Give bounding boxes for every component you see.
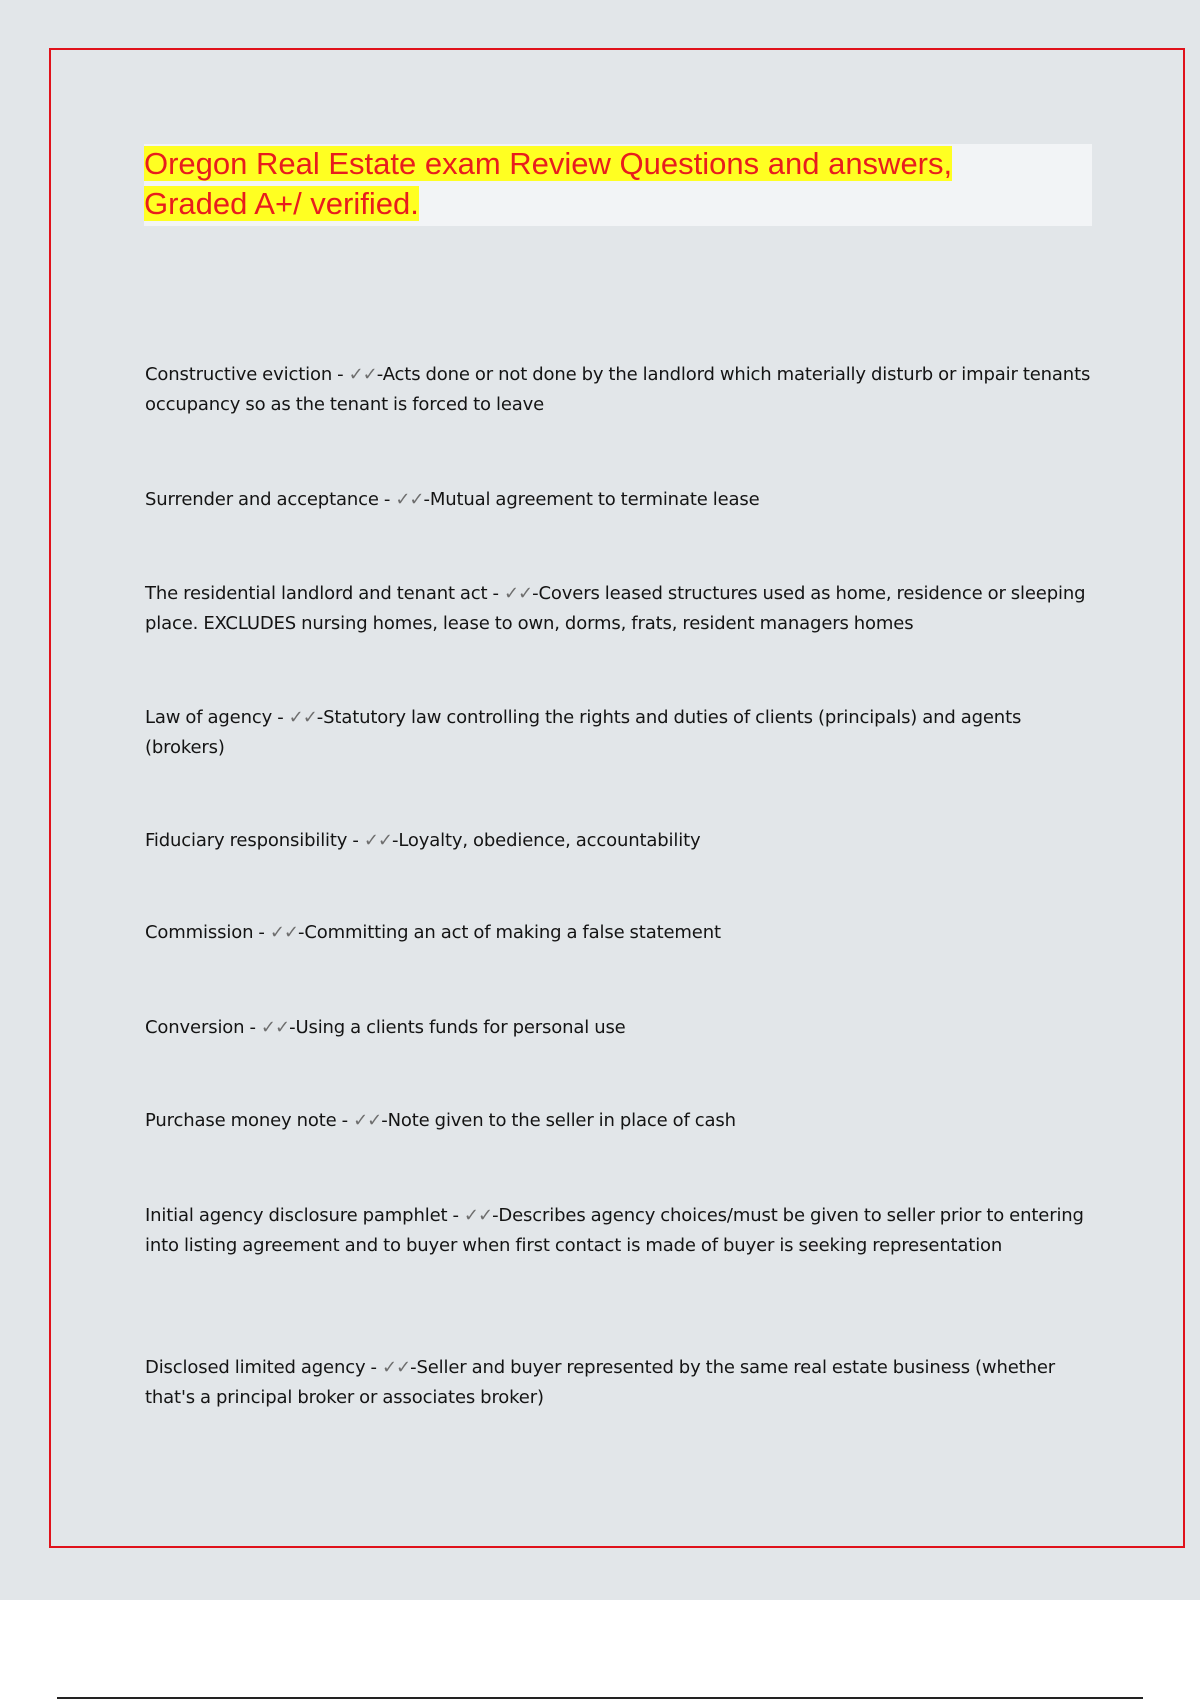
entry-term: Commission: [145, 922, 254, 943]
page-border: [49, 48, 1185, 1548]
entry-term: Conversion: [145, 1017, 245, 1038]
entry-residential-landlord-tenant-act: [145, 579, 1095, 639]
entry-separator: -: [253, 922, 270, 943]
entry-separator: -: [244, 1017, 261, 1038]
entry-surrender-and-acceptance: [145, 485, 1095, 515]
entry-term: The residential landlord and tenant act: [145, 583, 488, 604]
entry-purchase-money-note: [145, 1106, 1095, 1136]
double-check-icon: ✓✓: [288, 707, 317, 728]
entry-term: Fiduciary responsibility: [145, 830, 348, 851]
entry-term: Constructive eviction: [145, 364, 333, 385]
entry-definition: -Describes agency choices/must be given to seller prior to entering into listing agreement and to buyer when first contact is made of buyer is seeking representation: [145, 1205, 1084, 1256]
entry-constructive-eviction: [145, 360, 1095, 420]
entry-definition: -Mutual agreement to terminate lease: [423, 489, 760, 510]
entry-definition: -Statutory law controlling the rights and duties of clients (principals) and agents (brokers): [145, 707, 1022, 758]
entry-conversion: [145, 1013, 1095, 1043]
entry-definition: -Seller and buyer represented by the same real estate business (whether that's a principal broker or associates broker): [145, 1357, 1056, 1408]
double-check-icon: ✓✓: [348, 364, 377, 385]
entry-separator: -: [272, 707, 289, 728]
entry-separator: -: [332, 364, 349, 385]
entry-term: Purchase money note: [145, 1110, 337, 1131]
double-check-icon: ✓✓: [381, 1357, 411, 1378]
double-check-icon: ✓✓: [260, 1017, 290, 1038]
entry-separator: -: [487, 583, 504, 604]
entry-separator: -: [365, 1357, 382, 1378]
entry-separator: -: [347, 830, 364, 851]
double-check-icon: ✓✓: [363, 830, 392, 851]
entry-term: Initial agency disclosure pamphlet: [145, 1205, 448, 1226]
entry-separator: -: [378, 489, 396, 510]
footer-divider: [57, 1697, 1143, 1699]
double-check-icon: ✓✓: [395, 489, 424, 510]
entry-definition: -Covers leased structures used as home, residence or sleeping place. EXCLUDES nursing homes, lease to own, dorms, frats, resident managers homes: [145, 583, 1086, 634]
entry-term: Law of agency: [145, 707, 273, 728]
double-check-icon: ✓✓: [503, 583, 533, 604]
entry-definition: -Using a clients funds for personal use: [289, 1017, 626, 1038]
entry-separator: -: [447, 1205, 464, 1226]
double-check-icon: ✓✓: [269, 922, 299, 943]
double-check-icon: ✓✓: [353, 1110, 382, 1131]
entry-definition: -Committing an act of making a false statement: [298, 922, 721, 943]
entry-commission: [145, 918, 1095, 948]
double-check-icon: ✓✓: [463, 1205, 493, 1226]
entry-initial-agency-disclosure-pamphlet: [145, 1201, 1095, 1261]
entry-fiduciary-responsibility: [145, 826, 1095, 856]
title-highlight: Oregon Real Estate exam Review Questions and answers, Graded A+/ verified.: [144, 146, 953, 221]
entry-definition: -Loyalty, obedience, accountability: [391, 830, 701, 851]
entry-definition: -Acts done or not done by the landlord which materially disturb or impair tenants occupancy so as the tenant is forced to leave: [145, 364, 1091, 415]
document-title: [144, 144, 1044, 224]
entry-law-of-agency: [145, 703, 1095, 763]
entry-separator: -: [336, 1110, 354, 1131]
entry-term: Disclosed limited agency: [145, 1357, 366, 1378]
entry-definition: -Note given to the seller in place of cash: [381, 1110, 736, 1131]
entry-disclosed-limited-agency: [145, 1353, 1095, 1413]
entry-term: Surrender and acceptance: [145, 489, 379, 510]
